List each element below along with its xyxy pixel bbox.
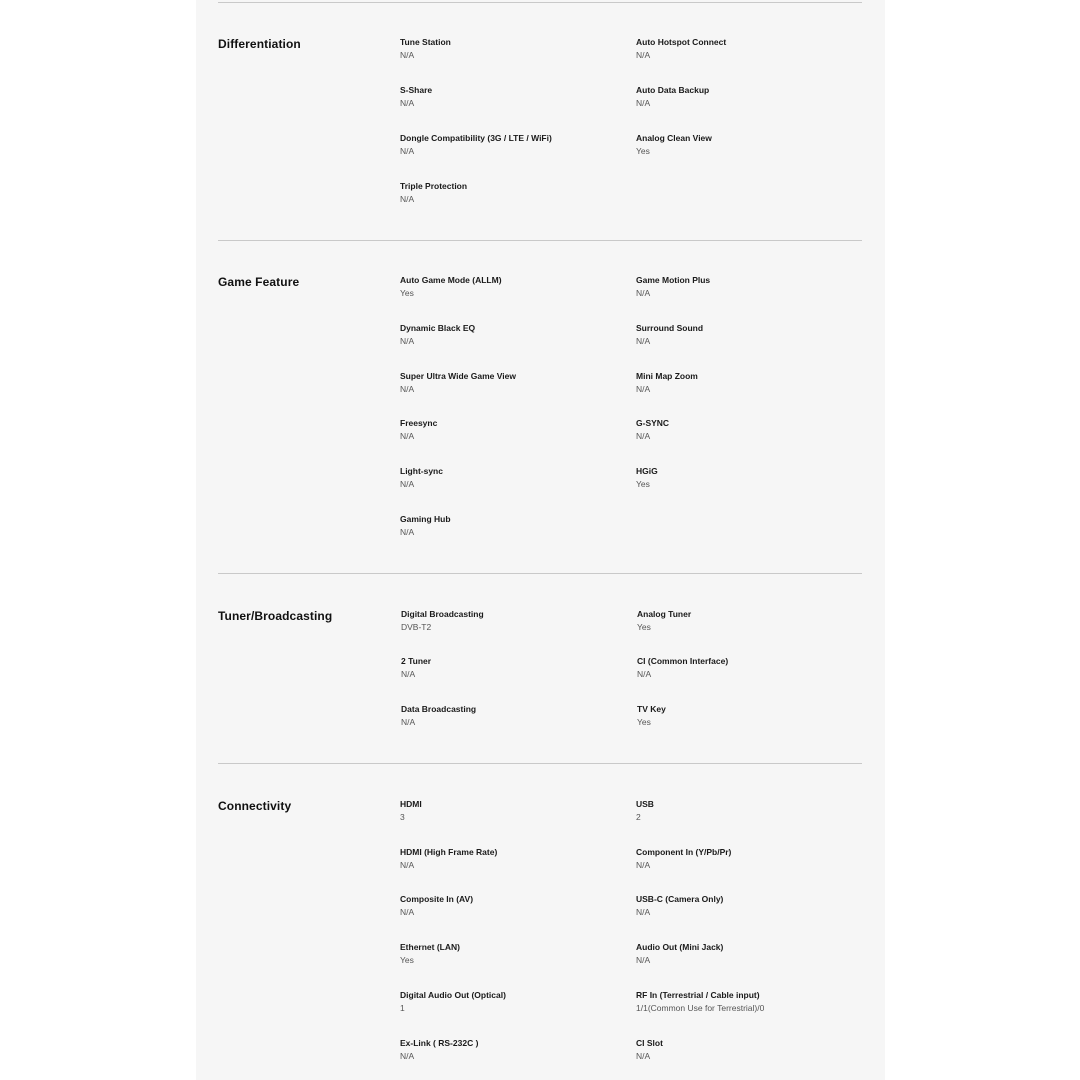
spec-mini-map-zoom <box>636 371 866 395</box>
spec-auto-data-backup <box>636 85 866 109</box>
spec-value: N/A <box>400 479 415 489</box>
section-title-game-feature: Game Feature <box>218 275 300 289</box>
spec-value: N/A <box>636 98 651 108</box>
spec-value: N/A <box>400 384 415 394</box>
spec-value: N/A <box>400 1051 415 1061</box>
section-divider <box>218 763 862 764</box>
spec-value: Yes <box>636 146 650 156</box>
spec-g-sync <box>636 418 866 442</box>
spec-label: Tune Station <box>400 37 451 47</box>
spec-value: N/A <box>400 860 415 870</box>
spec-value: N/A <box>636 50 651 60</box>
spec-value: N/A <box>636 384 651 394</box>
spec-label: Data Broadcasting <box>401 704 477 714</box>
spec-value: 3 <box>400 812 405 822</box>
spec-label: Auto Data Backup <box>636 85 710 95</box>
spec-hgig <box>636 466 866 490</box>
spec-analog-tuner <box>637 609 867 633</box>
spec-dongle-compatibility <box>400 133 630 157</box>
section-divider <box>218 240 862 241</box>
spec-data-broadcasting <box>401 704 631 728</box>
spec-label: Audio Out (Mini Jack) <box>636 942 724 952</box>
spec-value: Yes <box>637 717 651 727</box>
spec-value: N/A <box>636 860 651 870</box>
spec-label: Analog Tuner <box>637 609 692 619</box>
spec-label: Surround Sound <box>636 323 704 333</box>
spec-usb-c-camera-only <box>636 894 866 918</box>
spec-label: Component In (Y/Pb/Pr) <box>636 847 732 857</box>
spec-label: TV Key <box>637 704 666 714</box>
spec-label: Auto Game Mode (ALLM) <box>400 275 502 285</box>
spec-value: N/A <box>400 98 415 108</box>
spec-auto-hotspot-connect <box>636 37 866 61</box>
section-title-differentiation: Differentiation <box>218 37 301 51</box>
spec-ci-common-interface <box>637 656 867 680</box>
spec-hdmi-high-frame-rate <box>400 847 630 871</box>
spec-label: Composite In (AV) <box>400 894 474 904</box>
spec-ci-slot <box>636 1038 866 1062</box>
spec-digital-broadcasting <box>401 609 631 633</box>
spec-value: N/A <box>636 288 651 298</box>
spec-value: N/A <box>400 50 415 60</box>
spec-value: N/A <box>636 336 651 346</box>
spec-label: Ethernet (LAN) <box>400 942 460 952</box>
spec-label: Mini Map Zoom <box>636 371 698 381</box>
spec-label: S-Share <box>400 85 433 95</box>
spec-value: DVB-T2 <box>401 622 432 632</box>
spec-label: Auto Hotspot Connect <box>636 37 727 47</box>
spec-value: N/A <box>400 907 415 917</box>
spec-label: Ex-Link ( RS-232C ) <box>400 1038 479 1048</box>
section-divider <box>218 573 862 574</box>
section-divider <box>218 2 862 3</box>
specs-panel <box>196 0 885 1080</box>
spec-dynamic-black-eq <box>400 323 630 347</box>
spec-ethernet-lan <box>400 942 630 966</box>
spec-auto-game-mode <box>400 275 630 299</box>
spec-ex-link-rs232c <box>400 1038 630 1062</box>
spec-label: CI (Common Interface) <box>637 656 729 666</box>
spec-game-motion-plus <box>636 275 866 299</box>
spec-label: CI Slot <box>636 1038 663 1048</box>
spec-freesync <box>400 418 630 442</box>
spec-label: Super Ultra Wide Game View <box>400 371 516 381</box>
spec-label: HDMI (High Frame Rate) <box>400 847 498 857</box>
spec-value: Yes <box>400 955 414 965</box>
spec-value: N/A <box>636 1051 651 1061</box>
spec-label: Digital Broadcasting <box>401 609 484 619</box>
spec-value: N/A <box>401 717 416 727</box>
spec-value: N/A <box>637 669 652 679</box>
spec-label: Freesync <box>400 418 438 428</box>
spec-label: USB-C (Camera Only) <box>636 894 724 904</box>
spec-gaming-hub <box>400 514 630 538</box>
spec-value: N/A <box>636 955 651 965</box>
spec-label: Analog Clean View <box>636 133 712 143</box>
spec-value: 1 <box>400 1003 405 1013</box>
spec-super-ultra-wide-game-view <box>400 371 630 395</box>
spec-value: N/A <box>400 527 415 537</box>
spec-value: N/A <box>401 669 416 679</box>
spec-label: Dongle Compatibility (3G / LTE / WiFi) <box>400 133 552 143</box>
spec-hdmi <box>400 799 630 823</box>
spec-tune-station <box>400 37 630 61</box>
spec-label: HGiG <box>636 466 658 476</box>
spec-analog-clean-view <box>636 133 866 157</box>
spec-value: Yes <box>637 622 651 632</box>
spec-surround-sound <box>636 323 866 347</box>
spec-value: Yes <box>636 479 650 489</box>
spec-digital-audio-out-optical <box>400 990 630 1014</box>
spec-label: Digital Audio Out (Optical) <box>400 990 506 1000</box>
spec-2-tuner <box>401 656 631 680</box>
spec-label: USB <box>636 799 654 809</box>
spec-label: 2 Tuner <box>401 656 432 666</box>
spec-value: 2 <box>636 812 641 822</box>
spec-label: Gaming Hub <box>400 514 451 524</box>
spec-value: N/A <box>400 146 415 156</box>
section-title-tuner-broadcasting: Tuner/Broadcasting <box>218 609 333 623</box>
spec-triple-protection <box>400 181 630 205</box>
spec-value: N/A <box>400 194 415 204</box>
spec-rf-in <box>636 990 866 1014</box>
spec-light-sync <box>400 466 630 490</box>
spec-audio-out-mini-jack <box>636 942 866 966</box>
spec-label: G-SYNC <box>636 418 670 428</box>
section-title-connectivity: Connectivity <box>218 799 292 813</box>
spec-value: N/A <box>636 431 651 441</box>
spec-value: 1/1(Common Use for Terrestrial)/0 <box>636 1003 765 1013</box>
spec-label: HDMI <box>400 799 422 809</box>
spec-value: Yes <box>400 288 414 298</box>
spec-composite-in <box>400 894 630 918</box>
spec-s-share <box>400 85 630 109</box>
spec-tv-key <box>637 704 867 728</box>
spec-label: Dynamic Black EQ <box>400 323 476 333</box>
spec-label: RF In (Terrestrial / Cable input) <box>636 990 760 1000</box>
spec-value: N/A <box>400 336 415 346</box>
spec-usb <box>636 799 866 823</box>
spec-component-in <box>636 847 866 871</box>
spec-label: Light-sync <box>400 466 443 476</box>
spec-label: Triple Protection <box>400 181 468 191</box>
spec-value: N/A <box>636 907 651 917</box>
spec-value: N/A <box>400 431 415 441</box>
spec-label: Game Motion Plus <box>636 275 711 285</box>
